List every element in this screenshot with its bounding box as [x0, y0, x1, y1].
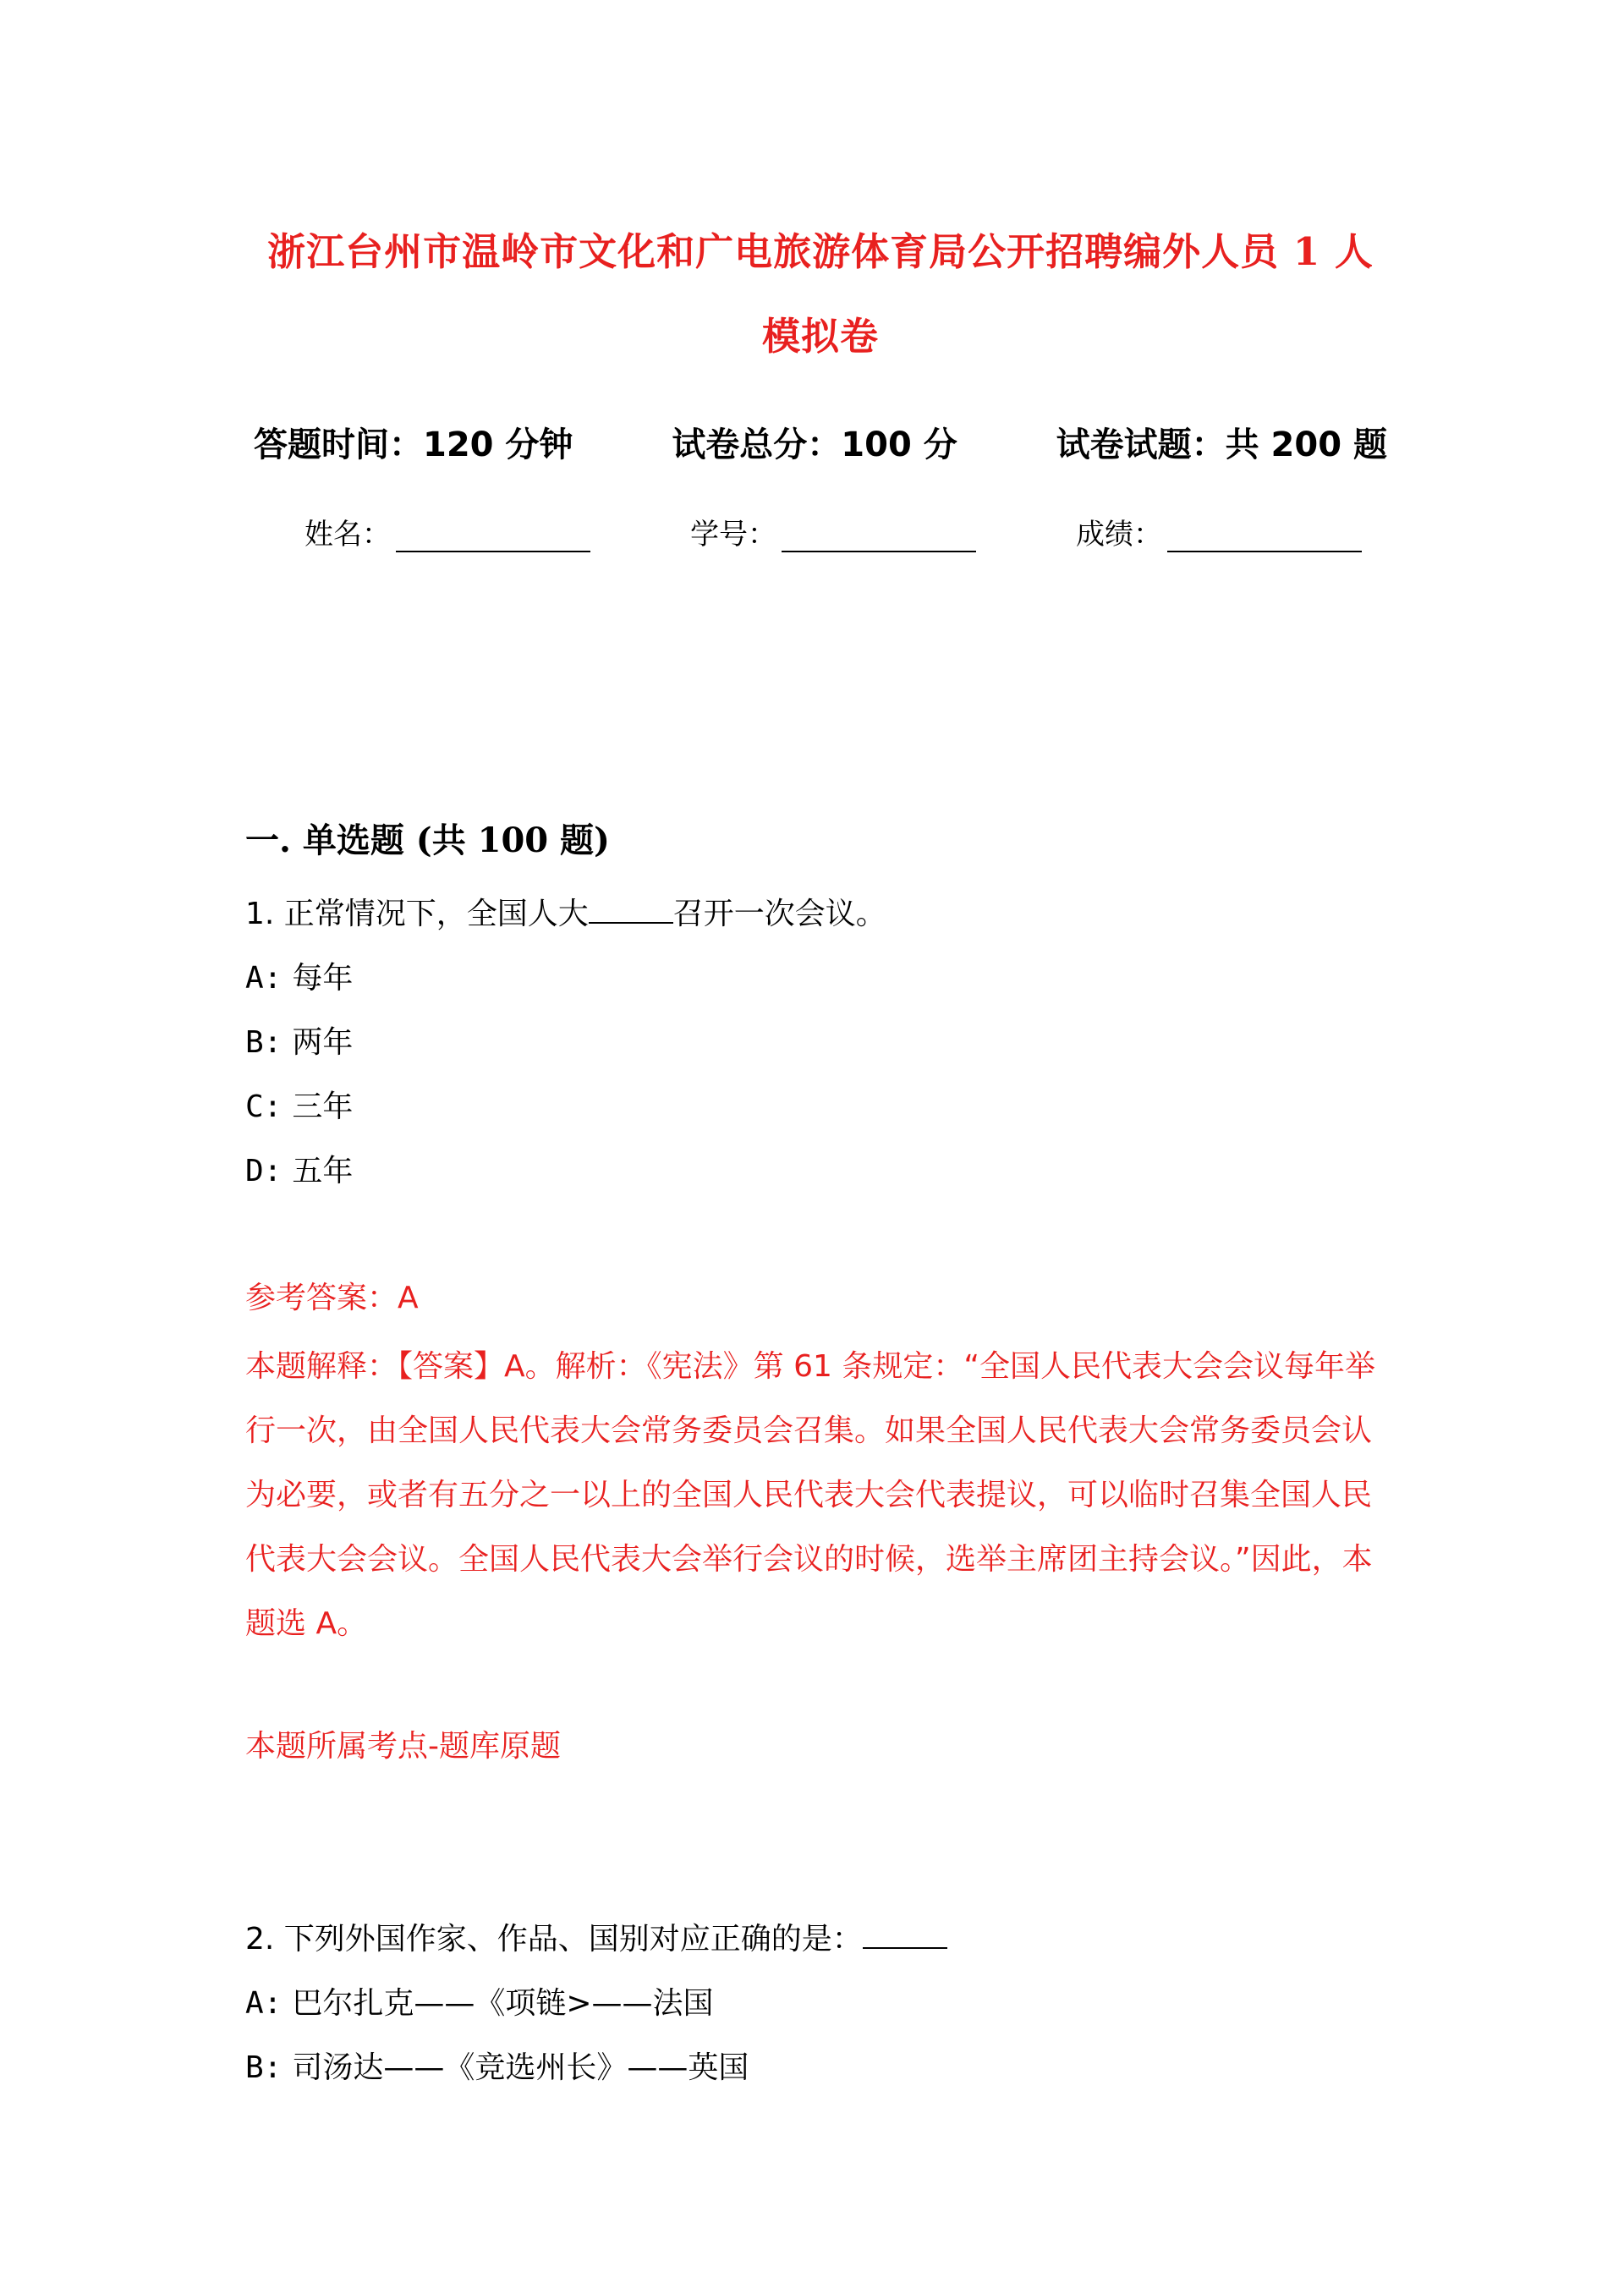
- question-1-option-d[interactable]: [245, 1147, 353, 1190]
- option-label: C:: [245, 1089, 283, 1124]
- question-1-stem: [245, 890, 886, 933]
- option-label: A:: [245, 961, 283, 996]
- name-label: 姓名：: [304, 518, 391, 552]
- exam-question-count: 试卷试题：共 200 题: [1056, 425, 1387, 464]
- grade-field: [1076, 511, 1362, 552]
- question-1-answer: 参考答案：A: [245, 1281, 419, 1315]
- option-text: 巴尔扎克——《项链>——法国: [292, 1986, 714, 2021]
- student-id-blank[interactable]: [782, 517, 976, 552]
- exam-title: 浙江台州市温岭市文化和广电旅游体育局公开招聘编外人员 1 人模拟卷: [267, 229, 1374, 359]
- question-1-option-a[interactable]: [245, 954, 353, 997]
- option-label: A:: [245, 1986, 283, 2021]
- question-2-option-a[interactable]: [245, 1979, 714, 2022]
- grade-label: 成绩：: [1076, 518, 1162, 552]
- student-id-field: [690, 511, 976, 552]
- question-1-blank: [589, 895, 673, 924]
- student-id-label: 学号：: [690, 518, 776, 552]
- option-label: B:: [245, 1025, 283, 1060]
- option-text: 五年: [292, 1154, 354, 1188]
- exam-time: 答题时间：120 分钟: [254, 425, 573, 464]
- question-1-option-c[interactable]: [245, 1083, 353, 1126]
- question-2-stem-text: 2. 下列外国作家、作品、国别对应正确的是：: [245, 1922, 863, 1956]
- name-blank[interactable]: [396, 517, 590, 552]
- student-info: [304, 511, 1362, 552]
- exam-total-score: 试卷总分：100 分: [672, 425, 957, 464]
- option-text: 两年: [292, 1025, 354, 1060]
- option-text: 司汤达——《竞选州长》——英国: [292, 2050, 749, 2085]
- section-heading: 一. 单选题 (共 100 题): [245, 820, 610, 860]
- grade-blank[interactable]: [1167, 517, 1362, 552]
- option-text: 三年: [292, 1089, 354, 1124]
- question-1-topic: 本题所属考点-题库原题: [245, 1729, 561, 1764]
- question-2-option-b[interactable]: [245, 2044, 749, 2087]
- exam-meta: [254, 418, 1387, 466]
- option-text: 每年: [292, 961, 354, 996]
- option-label: D:: [245, 1154, 283, 1188]
- question-2-blank: [863, 1920, 947, 1949]
- question-1-stem-b: 召开一次会议。: [672, 897, 886, 931]
- question-1-stem-a: 1. 正常情况下，全国人大: [245, 897, 589, 931]
- question-1-explanation: 本题解释：【答案】A。解析：《宪法》第 61 条规定：“全国人民代表大会会议每年举行一次，由全国人民代表大会常务委员会召集。如果全国人民代表大会常务委员会认为必要，或者有五分之一以上的全国人民代表大会代表提议，可以临时召集全国人民代表大会会议。全国人民代表大会举行会议的时候，选举主席团主持会议。”因此，本题选 A。: [245, 1349, 1375, 1641]
- question-2-stem: [245, 1915, 947, 1958]
- name-field: [304, 511, 590, 552]
- question-1-option-b[interactable]: [245, 1018, 353, 1062]
- option-label: B:: [245, 2050, 283, 2085]
